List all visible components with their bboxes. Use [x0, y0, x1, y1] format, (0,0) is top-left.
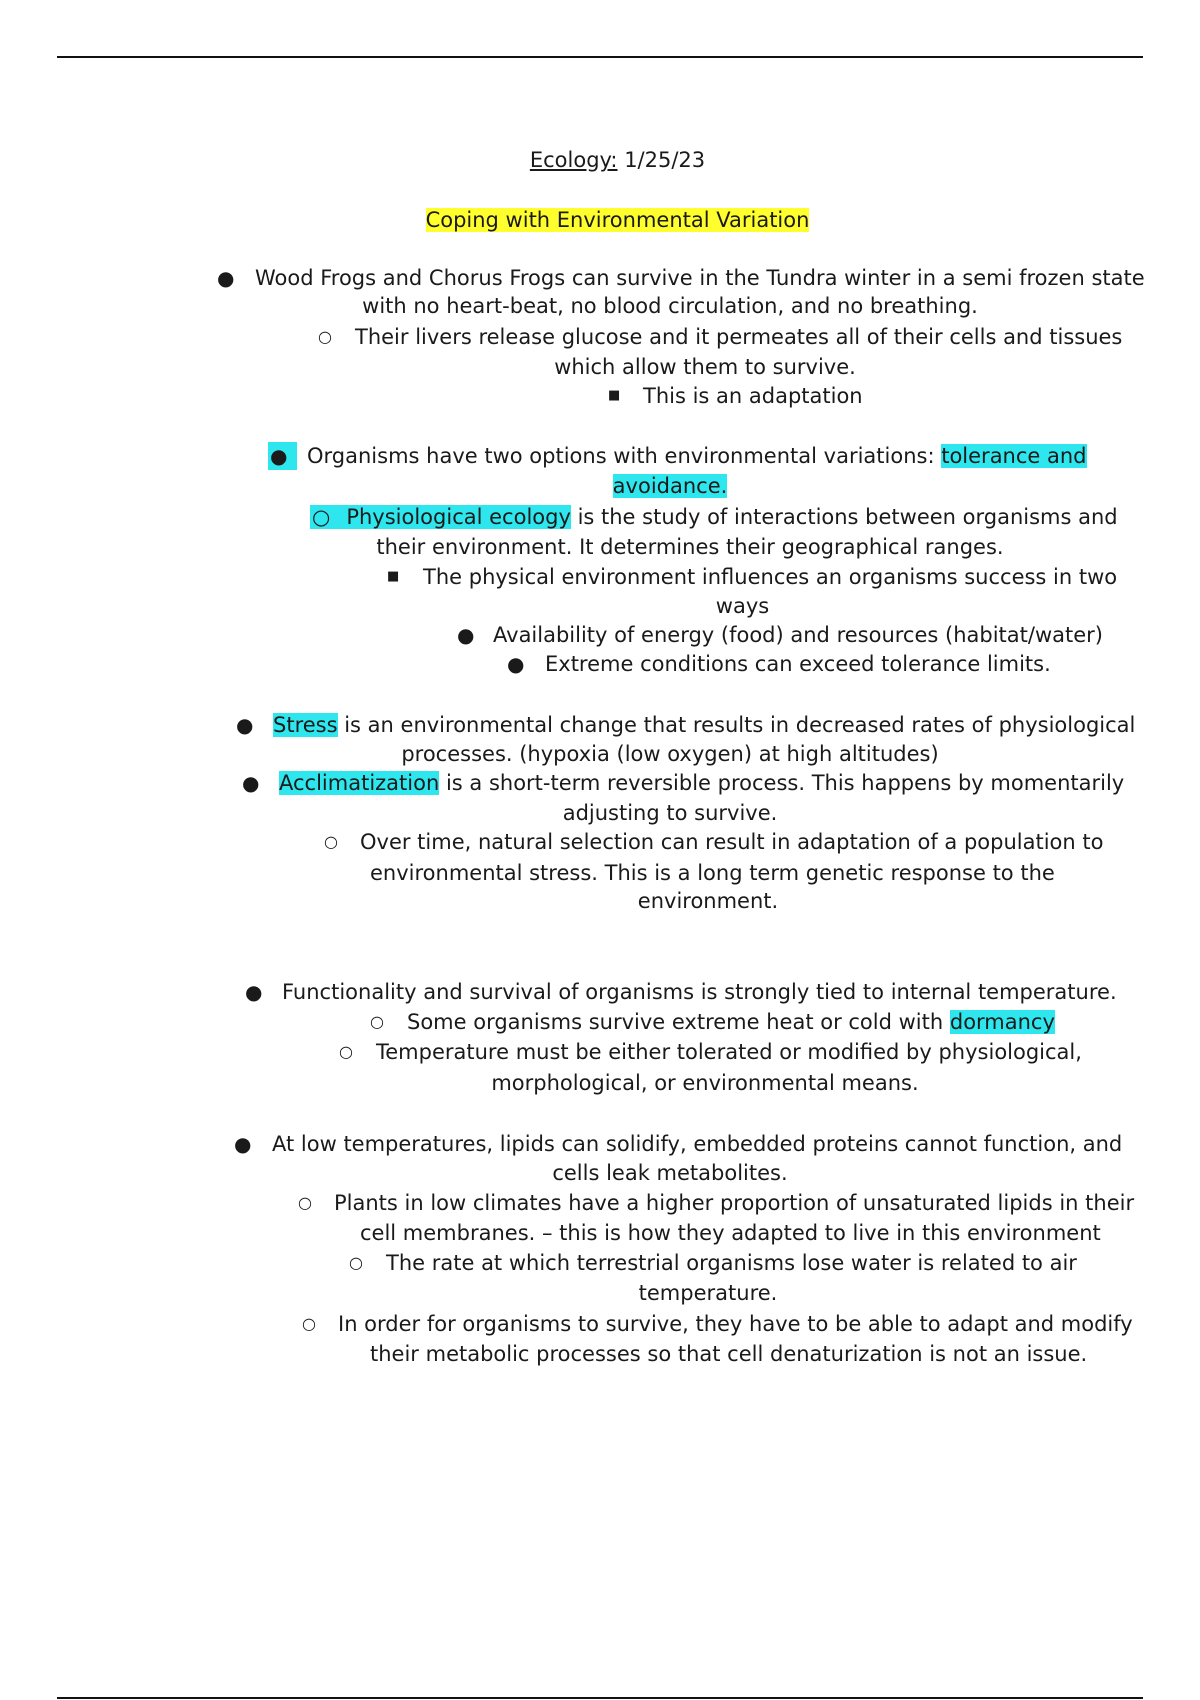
s2-term-physiological-ecology: Physiological ecology	[340, 505, 571, 529]
s2-sub-rest: is the study of interactions between organisms and	[570, 505, 1118, 529]
bottom-rule	[57, 1697, 1143, 1699]
bullet-circle-icon: ○	[302, 1314, 316, 1333]
bullet-disc-icon: ●	[217, 266, 235, 290]
s3-sub-line2: environmental stress. This is a long term genetic response to the	[370, 861, 1055, 885]
s2-highlight-avoidance: avoidance.	[612, 474, 728, 498]
s2-square-line2: ways	[715, 594, 770, 618]
s3-stress-line2: processes. (hypoxia (low oxygen) at high altitudes)	[401, 742, 939, 766]
s1-sub-line2: which allow them to survive.	[554, 355, 856, 379]
s4-bullet-line: Functionality and survival of organisms is strongly tied to internal temperature.	[282, 980, 1117, 1004]
s4-sub1	[407, 1008, 1055, 1036]
bullet-disc-icon: ●	[507, 652, 525, 676]
s4-sub2-line1: Temperature must be either tolerated or modified by physiological,	[376, 1040, 1082, 1064]
document-title	[0, 146, 1200, 174]
bullet-disc-icon: ●	[234, 1132, 252, 1156]
s1-bullet-line1: Wood Frogs and Chorus Frogs can survive in the Tundra winter in a semi frozen state	[255, 266, 1145, 290]
bullet-circle-icon: ○	[298, 1193, 312, 1212]
s5-sub2-line1: The rate at which terrestrial organisms lose water is related to air	[386, 1251, 1077, 1275]
s5-sub2-line2: temperature.	[638, 1281, 778, 1305]
s1-square-line: This is an adaptation	[643, 384, 863, 408]
s2-bullet-line2	[530, 472, 810, 500]
bullet-circle-icon: ○	[318, 327, 332, 346]
s3-sub-line3: environment.	[637, 889, 779, 913]
s5-sub3-line2: their metabolic processes so that cell denaturization is not an issue.	[370, 1342, 1088, 1366]
bullet-square-icon: ■	[387, 569, 400, 584]
section-heading	[0, 206, 1200, 234]
s2-detail-2: Extreme conditions can exceed tolerance limits.	[545, 652, 1051, 676]
bullet-disc-icon: ●	[245, 980, 263, 1004]
s5-bullet-line2: cells leak metabolites.	[552, 1161, 788, 1185]
s4-sub2-line2: morphological, or environmental means.	[491, 1071, 919, 1095]
s2-bullet-text: Organisms have two options with environmental variations:	[307, 444, 942, 468]
s3-term-stress: Stress	[273, 713, 338, 737]
bullet-disc-icon: ●	[236, 713, 254, 737]
s3-acc-line2: adjusting to survive.	[562, 801, 778, 825]
s3-term-acclimatization: Acclimatization	[279, 771, 440, 795]
bullet-circle-icon: ○	[339, 1042, 353, 1061]
bullet-circle-icon: ○	[324, 832, 338, 851]
top-rule	[57, 56, 1143, 58]
bullet-square-icon: ■	[608, 388, 621, 403]
s2-sub-line1	[310, 503, 1118, 531]
s5-sub1-line2: cell membranes. – this is how they adapted to live in this environment	[360, 1221, 1101, 1245]
s1-sub-line1: Their livers release glucose and it permeates all of their cells and tissues	[355, 325, 1123, 349]
bullet-disc-highlighted-icon: ●	[268, 442, 297, 470]
s3-stress-rest: is an environmental change that results in decreased rates of physiological	[337, 713, 1136, 737]
s3-acc-rest: is a short-term reversible process. This happens by momentarily	[439, 771, 1125, 795]
s3-sub-line1: Over time, natural selection can result in adaptation of a population to	[360, 830, 1104, 854]
title-date: 1/25/23	[624, 148, 706, 172]
s3-stress-line1	[273, 711, 1135, 739]
s2-bullet-line1	[307, 442, 1087, 470]
s3-acc-line1	[279, 769, 1124, 797]
s4-term-dormancy: dormancy	[949, 1010, 1055, 1034]
s2-highlight-tolerance: tolerance and	[941, 444, 1087, 468]
s4-sub1-text: Some organisms survive extreme heat or cold with	[407, 1010, 950, 1034]
heading-highlight: Coping with Environmental Variation	[425, 208, 810, 232]
s2-square-line1: The physical environment influences an organisms success in two	[423, 565, 1118, 589]
s5-sub1-line1: Plants in low climates have a higher proportion of unsaturated lipids in their	[334, 1191, 1135, 1215]
title-label: Ecology:	[529, 148, 618, 172]
bullet-disc-icon: ●	[457, 623, 475, 647]
s5-bullet-line1: At low temperatures, lipids can solidify, embedded proteins cannot function, and	[272, 1132, 1123, 1156]
bullet-disc-icon: ●	[242, 771, 260, 795]
s1-bullet-line2: with no heart-beat, no blood circulation, and no breathing.	[362, 294, 978, 318]
s2-detail-1: Availability of energy (food) and resources (habitat/water)	[493, 623, 1103, 647]
s5-sub3-line1: In order for organisms to survive, they have to be able to adapt and modify	[338, 1312, 1133, 1336]
s2-sub-line2: their environment. It determines their geographical ranges.	[376, 535, 1004, 559]
bullet-circle-highlighted-icon: ○	[310, 505, 340, 529]
bullet-circle-icon: ○	[349, 1253, 363, 1272]
bullet-circle-icon: ○	[370, 1012, 384, 1031]
